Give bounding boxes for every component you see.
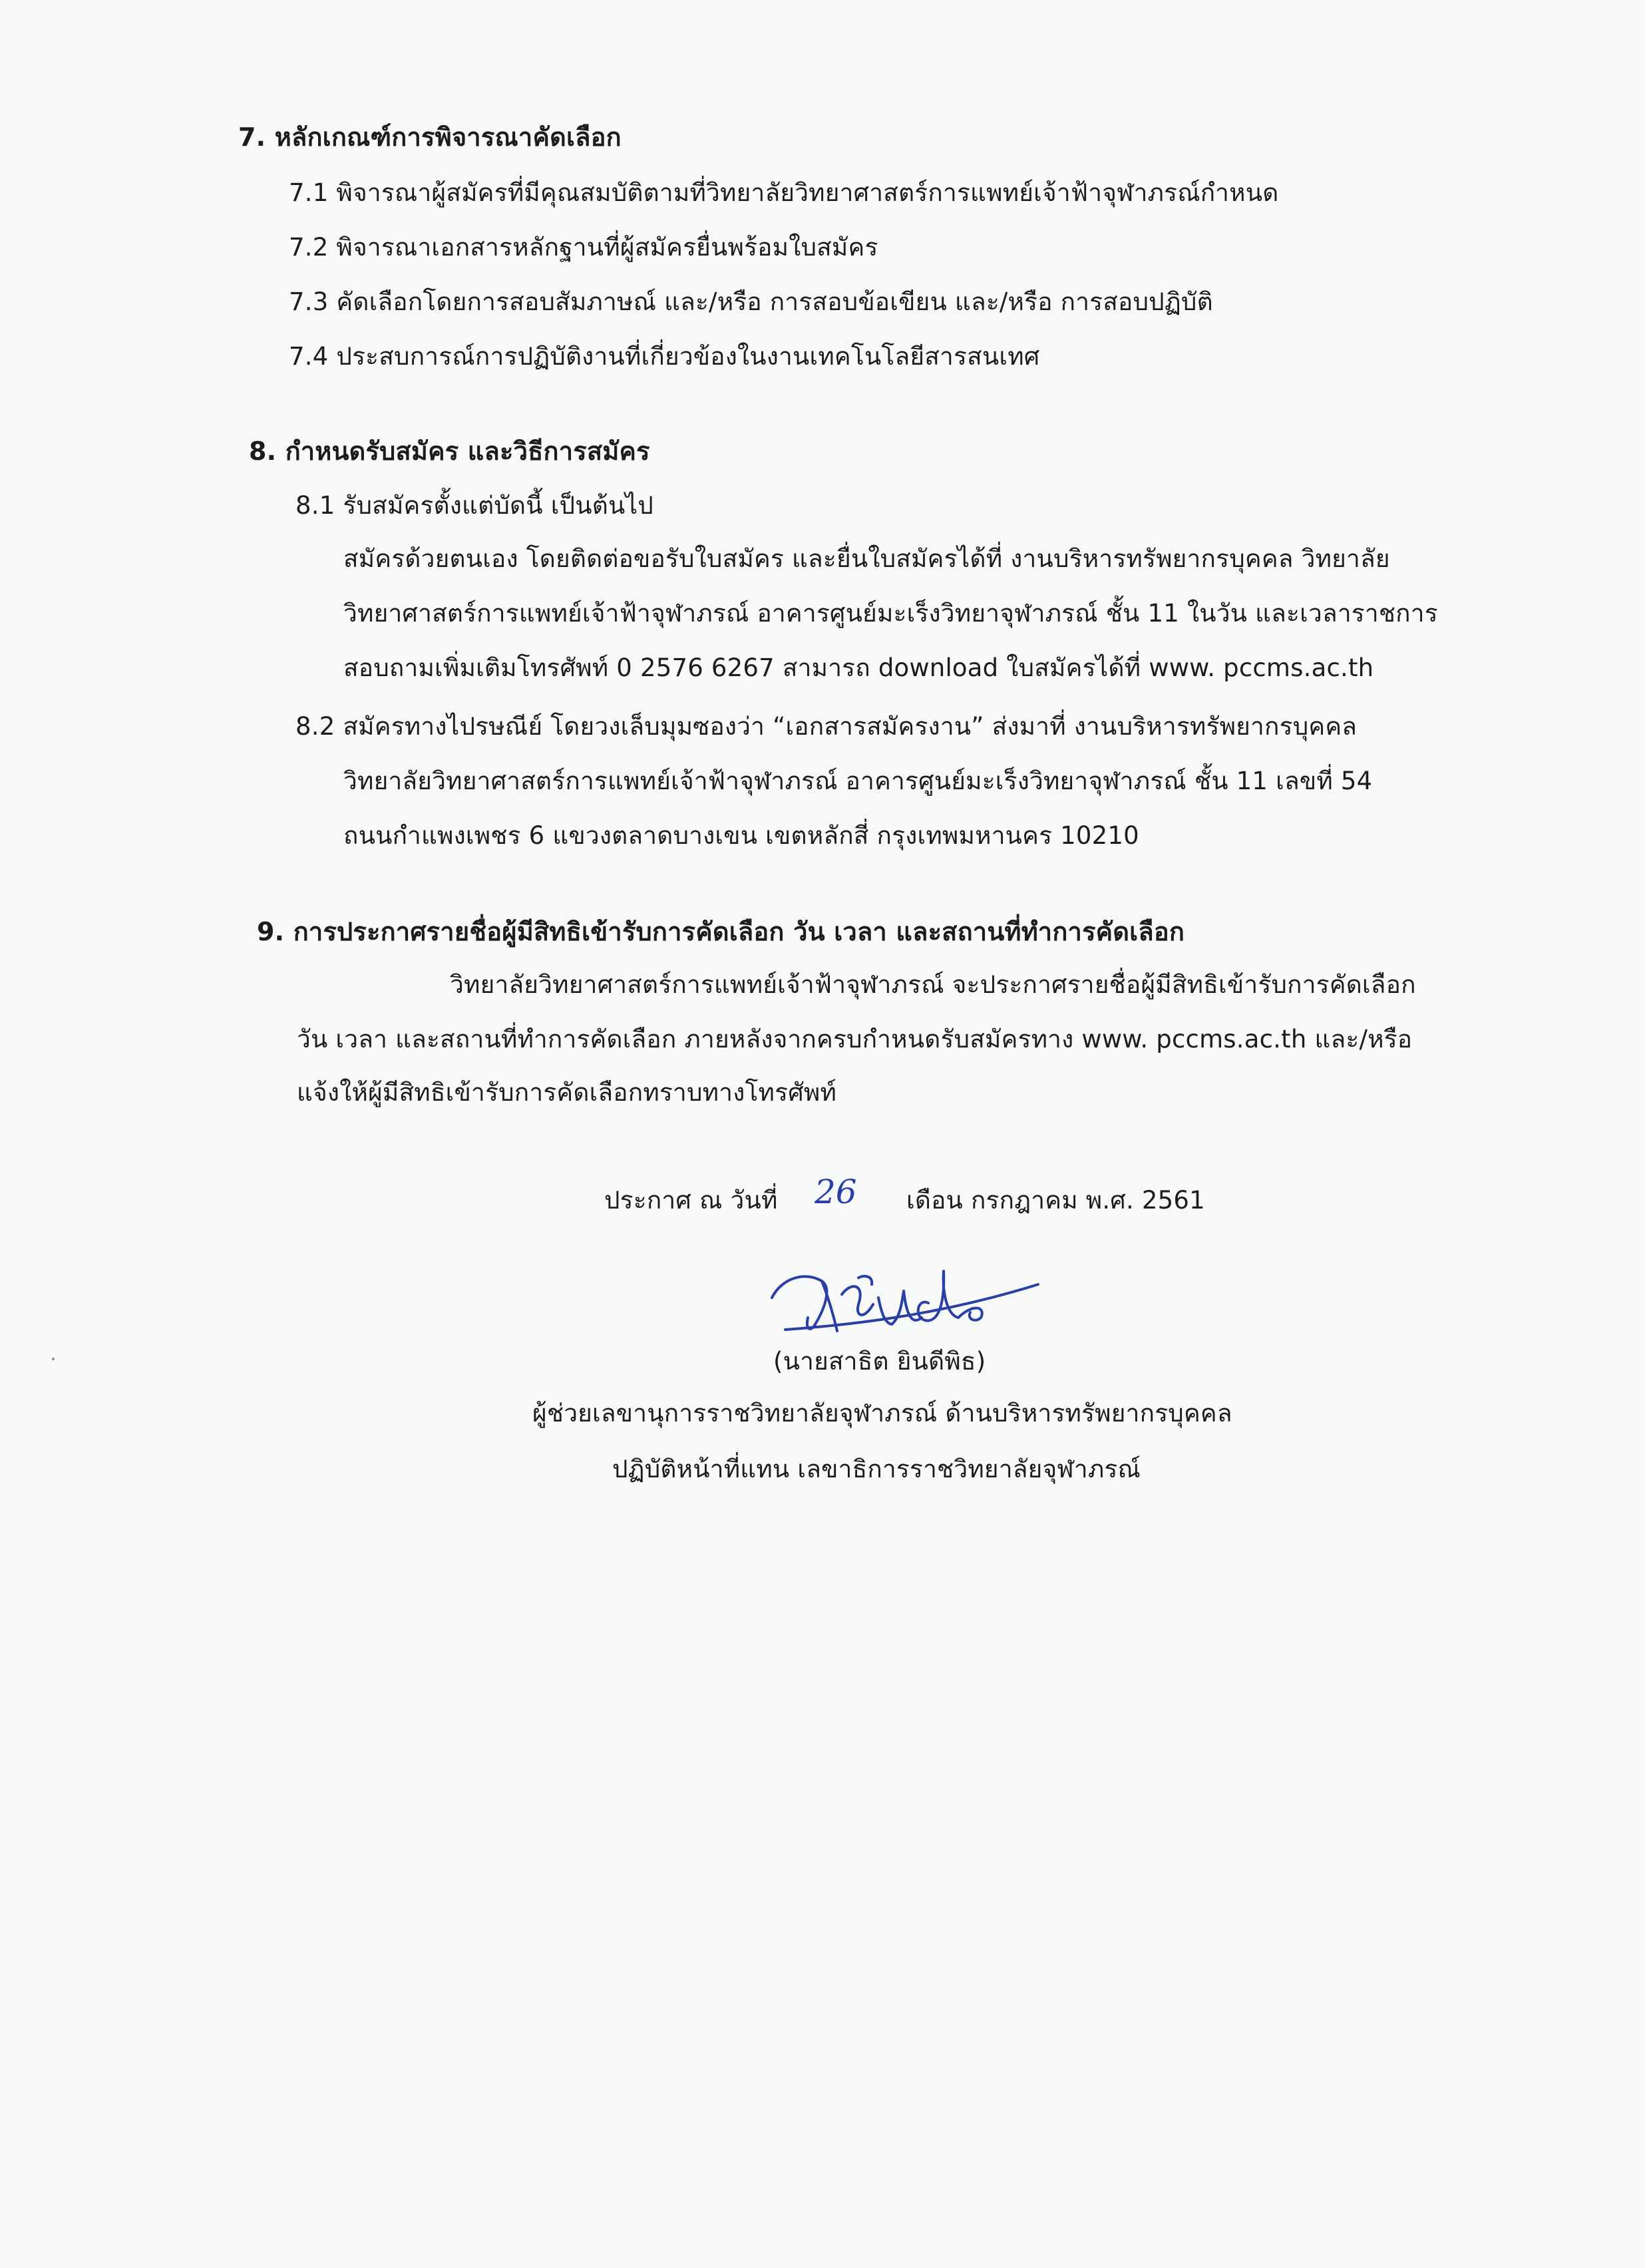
section8-item1-title: 8.1 รับสมัครตั้งแต่บัดนี้ เป็นต้นไป [295,491,653,520]
section9-line-1: วิทยาลัยวิทยาศาสตร์การแพทย์เจ้าฟ้าจุฬาภรณ์ จะประกาศรายชื่อผู้มีสิทธิเข้ารับการคัดเลือก [450,970,1416,999]
announcement-prefix: ประกาศ ณ วันที่ [604,1186,778,1215]
section8-item1-line-1: สมัครด้วยตนเอง โดยติดต่อขอรับใบสมัคร และยื่นใบสมัครได้ที่ งานบริหารทรัพยากรบุคคล วิทยาลัย [343,544,1390,573]
section7-item-4: 7.4 ประสบการณ์การปฏิบัติงานที่เกี่ยวข้องในงานเทคโนโลยีสารสนเทศ [289,342,1040,371]
announcement-suffix: เดือน กรกฎาคม พ.ศ. 2561 [906,1186,1205,1215]
section7-item-3: 7.3 คัดเลือกโดยการสอบสัมภาษณ์ และ/หรือ การสอบข้อเขียน และ/หรือ การสอบปฏิบัติ [289,287,1213,316]
signatory-name: (นายสาธิต ยินดีพิธ) [773,1347,986,1376]
signatory-title-line-1: ผู้ช่วยเลขานุการราชวิทยาลัยจุฬาภรณ์ ด้านบริหารทรัพยากรบุคคล [532,1399,1232,1427]
scan-dot [52,1358,55,1360]
section8-item1-line-2: วิทยาศาสตร์การแพทย์เจ้าฟ้าจุฬาภรณ์ อาคารศูนย์มะเร็งวิทยาจุฬาภรณ์ ชั้น 11 ในวัน และเวลาราชการ [343,599,1438,628]
section9-line-2: วัน เวลา และสถานที่ทำการคัดเลือก ภายหลังจากครบกำหนดรับสมัครทาง www. pccms.ac.th และ/หรือ [297,1025,1413,1053]
section7-item-1: 7.1 พิจารณาผู้สมัครที่มีคุณสมบัติตามที่วิทยาลัยวิทยาศาสตร์การแพทย์เจ้าฟ้าจุฬาภรณ์กำหนด [289,178,1279,207]
section8-item1-line-3: สอบถามเพิ่มเติมโทรศัพท์ 0 2576 6267 สามารถ download ใบสมัครได้ที่ www. pccms.ac.th [343,654,1374,682]
handwritten-day: 26 [815,1173,857,1211]
section7-heading: 7. หลักเกณฑ์การพิจารณาคัดเลือก [238,122,622,152]
section7-item-2: 7.2 พิจารณาเอกสารหลักฐานที่ผู้สมัครยื่นพร้อมใบสมัคร [289,233,878,262]
section8-heading: 8. กำหนดรับสมัคร และวิธีการสมัคร [249,437,650,466]
section8-item2-line-2: ถนนกำแพงเพชร 6 แขวงตลาดบางเขน เขตหลักสี่ กรุงเทพมหานคร 10210 [343,821,1139,850]
section9-line-3: แจ้งให้ผู้มีสิทธิเข้ารับการคัดเลือกทราบทางโทรศัพท์ [297,1078,837,1107]
signatory-title-line-2: ปฏิบัติหน้าที่แทน เลขาธิการราชวิทยาลัยจุฬาภรณ์ [612,1455,1141,1483]
section8-item2-line-1: วิทยาลัยวิทยาศาสตร์การแพทย์เจ้าฟ้าจุฬาภรณ์ อาคารศูนย์มะเร็งวิทยาจุฬาภรณ์ ชั้น 11 เลขที่ 54 [343,767,1373,795]
section9-heading: 9. การประกาศรายชื่อผู้มีสิทธิเข้ารับการคัดเลือก วัน เวลา และสถานที่ทำการคัดเลือก [257,917,1185,946]
section8-item2-title: 8.2 สมัครทางไปรษณีย์ โดยวงเล็บมุมซองว่า “เอกสารสมัครงาน” ส่งมาที่ งานบริหารทรัพยากรบุคคล [295,712,1358,741]
handwritten-signature [759,1251,1051,1351]
